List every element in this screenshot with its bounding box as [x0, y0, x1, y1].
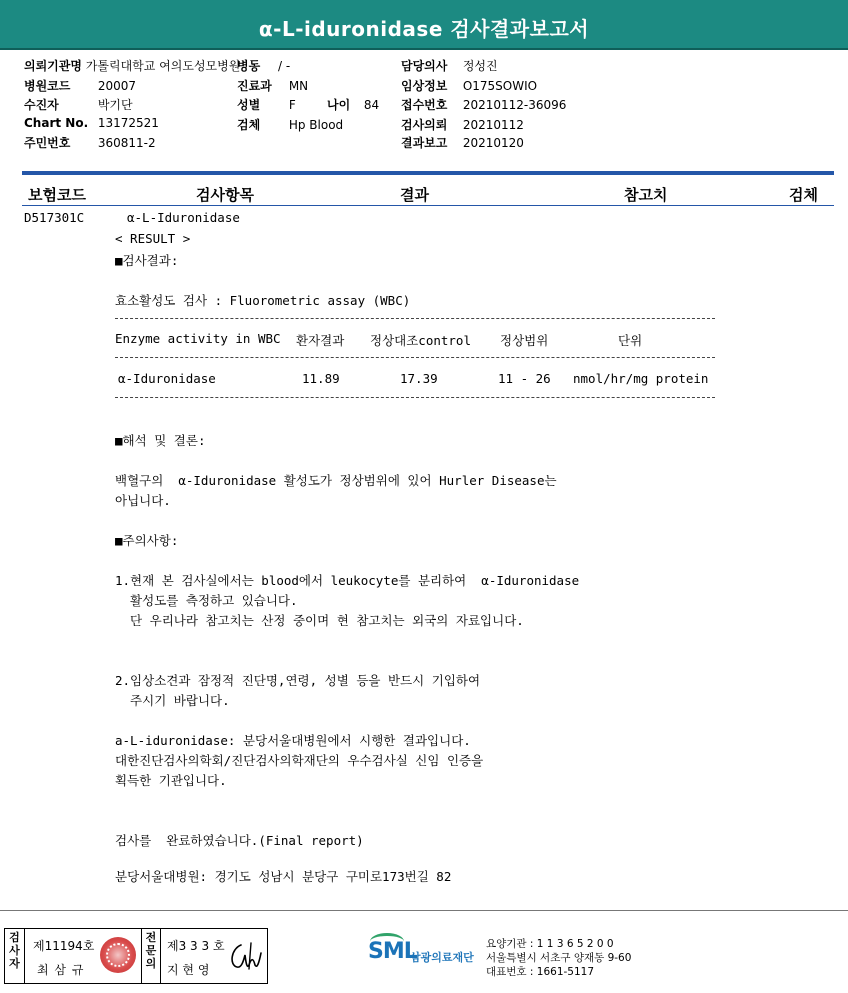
chart-no-value: 13172521 — [97, 116, 159, 130]
dept-label: 진료과 — [237, 79, 272, 93]
header-row-age — [327, 96, 379, 113]
report-date-value: 20210120 — [462, 136, 524, 150]
header-row-receipt-no — [401, 96, 566, 113]
header-row-clinical-info — [401, 77, 537, 94]
address-line: 분당서울대병원: 경기도 성남시 분당구 구미로173번길 82 — [115, 869, 452, 884]
specialist-signature-icon — [227, 935, 267, 977]
request-date-label: 검사의뢰 — [401, 118, 448, 132]
examiner-seal-icon — [100, 937, 136, 973]
result-tag: < RESULT > — [115, 231, 191, 246]
table-cell-enzyme: α-Iduronidase — [118, 371, 216, 386]
resident-no-label: 주민번호 — [24, 136, 71, 150]
logo-mark: SML — [368, 939, 417, 964]
hospital-code-value: 20007 — [97, 79, 137, 93]
table-cell-range: 11 - 26 — [498, 371, 551, 386]
note1-line-3: 단 우리나라 참고치는 산정 중이며 현 참고치는 외국의 자료입니다. — [115, 613, 524, 628]
examiner-name: 최 삼 규 — [37, 963, 85, 977]
header-divider — [22, 171, 834, 175]
doctor-label: 담당의사 — [401, 59, 448, 73]
examiner-label: 검사자 — [5, 929, 25, 983]
section-result-heading: ■검사결과: — [115, 253, 179, 268]
col-reference: 참고치 — [624, 186, 668, 204]
header-row-patient — [24, 96, 133, 113]
note2-line-1: 2.임상소견과 잠정적 진단명,연령, 성별 등을 반드시 기입하여 — [115, 673, 481, 688]
header-row-resident-no — [24, 134, 156, 151]
header-row-hospital-code — [24, 77, 136, 94]
sex-value: F — [288, 98, 296, 112]
specimen-value: Hp Blood — [288, 118, 344, 132]
header-row-report-date — [401, 134, 524, 151]
interpretation-line-2: 아닙니다. — [115, 493, 171, 508]
method-line: 효소활성도 검사 : Fluorometric assay (WBC) — [115, 293, 411, 308]
org-name: 삼광의료재단 — [410, 951, 474, 964]
patient-value: 박기단 — [97, 98, 133, 112]
header-row-chart-no — [24, 116, 159, 130]
lab-info-line-2: 대한진단검사의학회/진단검사의학재단의 우수검사실 신임 인증을 — [115, 753, 484, 768]
report-title-bar — [0, 0, 848, 50]
table-header-range: 정상범위 — [500, 333, 549, 348]
request-date-value: 20210112 — [462, 118, 524, 132]
section-interpretation-heading: ■해석 및 결론: — [115, 433, 206, 448]
doctor-value: 정성진 — [462, 59, 498, 73]
column-divider — [22, 205, 834, 206]
col-test-item: 검사항목 — [196, 186, 254, 204]
col-result: 결과 — [400, 186, 429, 204]
receipt-no-label: 접수번호 — [401, 98, 448, 112]
table-cell-control: 17.39 — [400, 371, 438, 386]
insurance-code: D517301C — [24, 210, 85, 225]
org-line-3: 대표번호 : 1661-5117 — [486, 966, 595, 978]
table-mid-rule — [115, 357, 715, 358]
note1-line-2: 활성도를 측정하고 있습니다. — [115, 593, 298, 608]
institution-value: 가톨릭대학교 여의도성모병원 — [85, 59, 241, 73]
note2-line-2: 주시기 바랍니다. — [115, 693, 230, 708]
col-specimen: 검체 — [789, 186, 818, 204]
interpretation-line-1: 백혈구의 α-Iduronidase 활성도가 정상범위에 있어 Hurler Disease는 — [115, 473, 557, 488]
clinical-info-label: 임상정보 — [401, 79, 448, 93]
specialist-label: 전문의 — [141, 929, 161, 983]
header-row-dept — [237, 77, 308, 94]
lab-info-line-1: a-L-iduronidase: 분당서울대병원에서 시행한 결과입니다. — [115, 733, 471, 748]
table-header-control: 정상대조control — [370, 333, 471, 348]
examiner-license-no: 제11194호 — [33, 939, 95, 953]
org-line-1: 요양기관 : 1 1 3 6 5 2 0 0 — [486, 938, 614, 950]
institution-label: 의뢰기관명 — [24, 59, 82, 73]
ward-label: 병동 — [237, 59, 261, 73]
age-label: 나이 — [327, 98, 351, 112]
table-bottom-rule — [115, 397, 715, 398]
test-name: α-L-Iduronidase — [127, 210, 240, 225]
lab-info-line-3: 획득한 기관입니다. — [115, 773, 227, 788]
ward-value: / - — [278, 59, 291, 73]
header-row-request-date — [401, 116, 524, 133]
resident-no-value: 360811-2 — [97, 136, 156, 150]
hospital-code-label: 병원코드 — [24, 79, 71, 93]
col-insurance-code: 보험코드 — [28, 186, 86, 204]
signature-box — [4, 928, 268, 984]
header-row-ward — [237, 57, 290, 74]
header-row-doctor — [401, 57, 498, 74]
table-top-rule — [115, 318, 715, 319]
dept-value: MN — [288, 79, 309, 93]
sml-logo — [368, 935, 478, 975]
patient-label: 수진자 — [24, 98, 59, 112]
table-cell-unit: nmol/hr/mg protein — [573, 371, 709, 386]
specialist-license-no: 제3 3 3 호 — [167, 939, 225, 953]
final-report-line: 검사를 완료하였습니다.(Final report) — [115, 833, 364, 848]
table-header-unit: 단위 — [618, 333, 643, 348]
section-notes-heading: ■주의사항: — [115, 533, 179, 548]
table-header-patient: 환자결과 — [296, 333, 345, 348]
table-cell-patient: 11.89 — [302, 371, 340, 386]
note1-line-1: 1.현재 본 검사실에서는 blood에서 leukocyte를 분리하여 α-Iduronidase — [115, 573, 580, 588]
age-value: 84 — [363, 98, 380, 112]
specimen-label: 검체 — [237, 118, 261, 132]
header-row-institution — [24, 57, 240, 74]
clinical-info-value: O175SOWIO — [462, 79, 538, 93]
header-row-specimen — [237, 116, 343, 133]
header-row-sex — [237, 96, 296, 113]
table-header-enzyme: Enzyme activity in WBC — [115, 331, 281, 346]
report-date-label: 결과보고 — [401, 136, 448, 150]
report-title: α-L-iduronidase 검사결과보고서 — [258, 17, 590, 41]
org-line-2: 서울특별시 서초구 양재동 9-60 — [486, 952, 632, 964]
sex-label: 성별 — [237, 98, 261, 112]
chart-no-label: Chart No. — [24, 116, 89, 130]
receipt-no-value: 20210112-36096 — [462, 98, 567, 112]
specialist-name: 지 현 영 — [167, 963, 210, 977]
